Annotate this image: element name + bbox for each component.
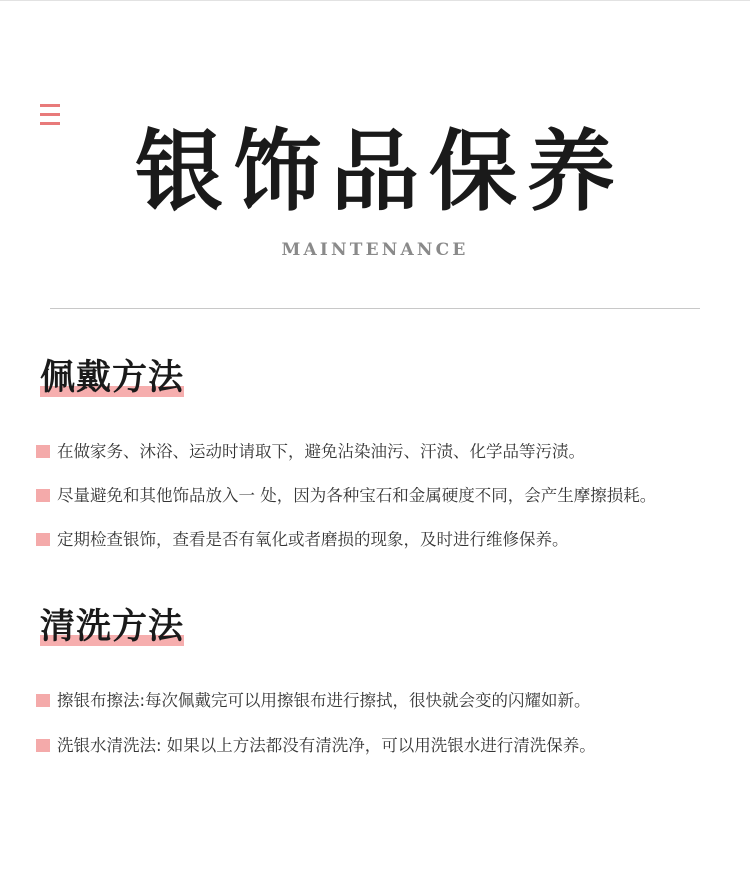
section-title-wearing xyxy=(40,358,184,398)
section-title-text: 佩戴方法 xyxy=(40,357,185,398)
bullet-square-icon xyxy=(36,489,50,502)
top-divider xyxy=(0,0,750,1)
page-subtitle: MAINTENANCE xyxy=(281,240,469,260)
section-title-cleaning xyxy=(40,607,184,647)
bullet-square-icon xyxy=(36,694,50,707)
list-item-text: 擦银布擦法:每次佩戴完可以用擦银布进行擦拭，很快就会变的闪耀如新。 xyxy=(57,691,591,710)
page-title: 银饰品保养 xyxy=(134,120,625,223)
list-item-text: 尽量避免和其他饰品放入一 处，因为各种宝石和金属硬度不同，会产生摩擦损耗。 xyxy=(57,486,657,505)
bullet-square-icon xyxy=(36,533,50,546)
bullet-square-icon xyxy=(36,739,50,752)
bullet-square-icon xyxy=(36,445,50,458)
list-item-text: 在做家务、沐浴、运动时请取下，避免沾染油污、汗渍、化学品等污渍。 xyxy=(57,442,585,461)
header-divider xyxy=(50,308,700,309)
list-item-text: 洗银水清洗法: 如果以上方法都没有清洗净，可以用洗银水进行清洗保养。 xyxy=(57,736,596,755)
list-item-text: 定期检查银饰，查看是否有氧化或者磨损的现象，及时进行维修保养。 xyxy=(57,530,569,549)
section-title-text: 清洗方法 xyxy=(40,606,185,647)
